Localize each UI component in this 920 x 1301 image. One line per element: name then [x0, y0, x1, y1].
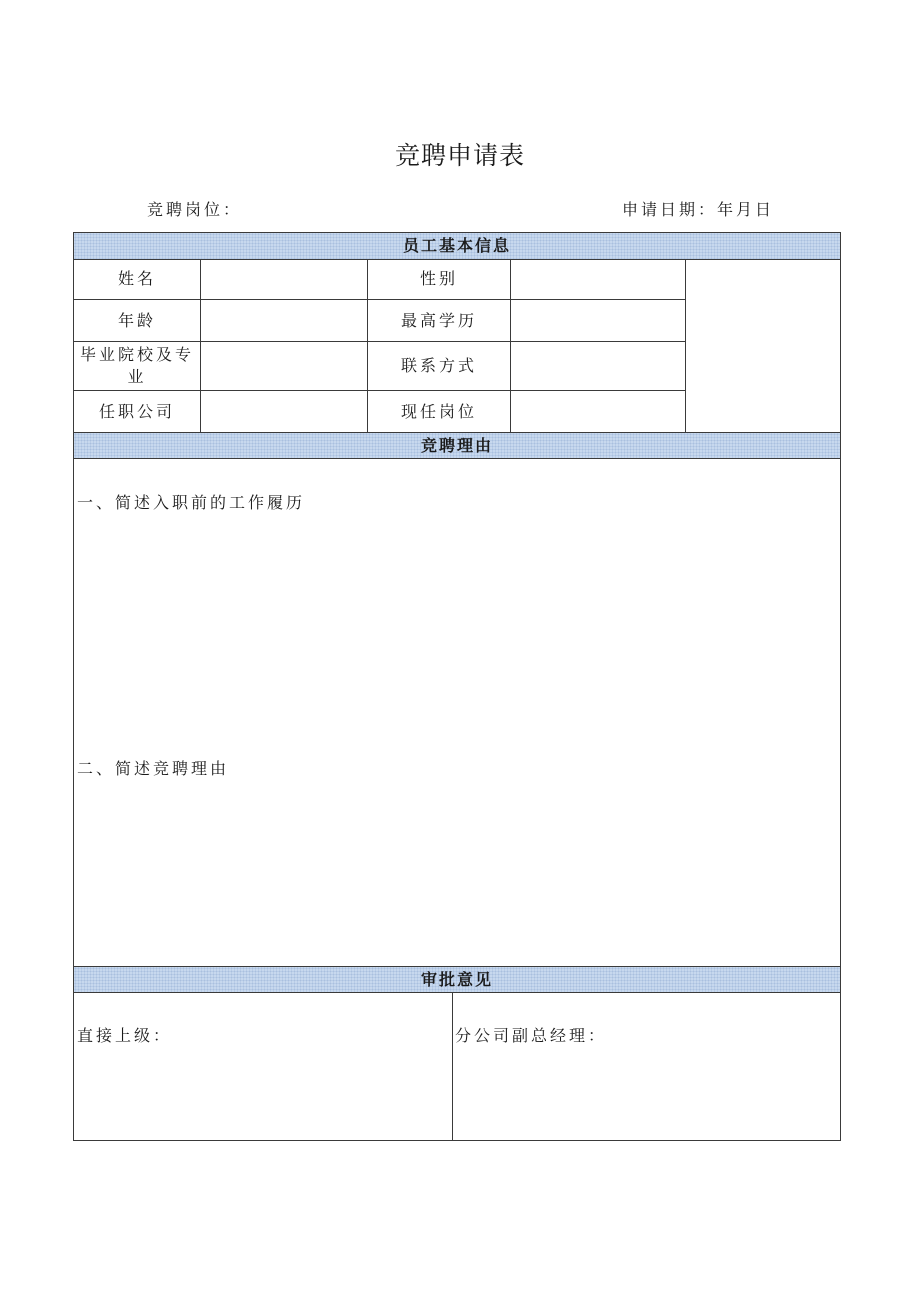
label-current-post: 现任岗位 — [400, 401, 477, 421]
deputy-gm-label: 分公司副总经理： — [455, 1026, 608, 1045]
application-form-table — [73, 232, 841, 1141]
contact-field[interactable] — [511, 342, 685, 390]
section-basic-info-header: 员工基本信息 — [74, 233, 840, 260]
label-gender: 性别 — [419, 269, 458, 288]
col-divider — [452, 993, 453, 1141]
current-post-field[interactable] — [511, 391, 685, 432]
date-label: 申请日期：年月日 — [622, 200, 775, 219]
label-company: 任职公司 — [98, 401, 175, 421]
form-title: 竞聘申请表 — [394, 141, 525, 170]
work-history-prompt: 一、简述入职前的工作履历 — [77, 493, 306, 512]
label-age: 年龄 — [117, 310, 156, 330]
reason-prompt: 二、简述竞聘理由 — [77, 759, 230, 778]
section-approval-header: 审批意见 — [74, 966, 840, 993]
name-field[interactable] — [201, 259, 367, 299]
education-field[interactable] — [511, 300, 685, 341]
position-label: 竞聘岗位： — [147, 200, 243, 219]
label-name: 姓名 — [117, 269, 156, 288]
photo-area[interactable] — [686, 259, 840, 432]
gender-field[interactable] — [511, 259, 685, 299]
company-field[interactable] — [201, 391, 367, 432]
label-school-major: 毕业院校及专业 — [79, 345, 194, 386]
label-education: 最高学历 — [400, 310, 477, 330]
section-reason-header: 竞聘理由 — [74, 432, 840, 459]
school-major-field[interactable] — [201, 342, 367, 390]
label-contact: 联系方式 — [400, 356, 477, 375]
supervisor-label: 直接上级： — [77, 1026, 173, 1045]
age-field[interactable] — [201, 300, 367, 341]
